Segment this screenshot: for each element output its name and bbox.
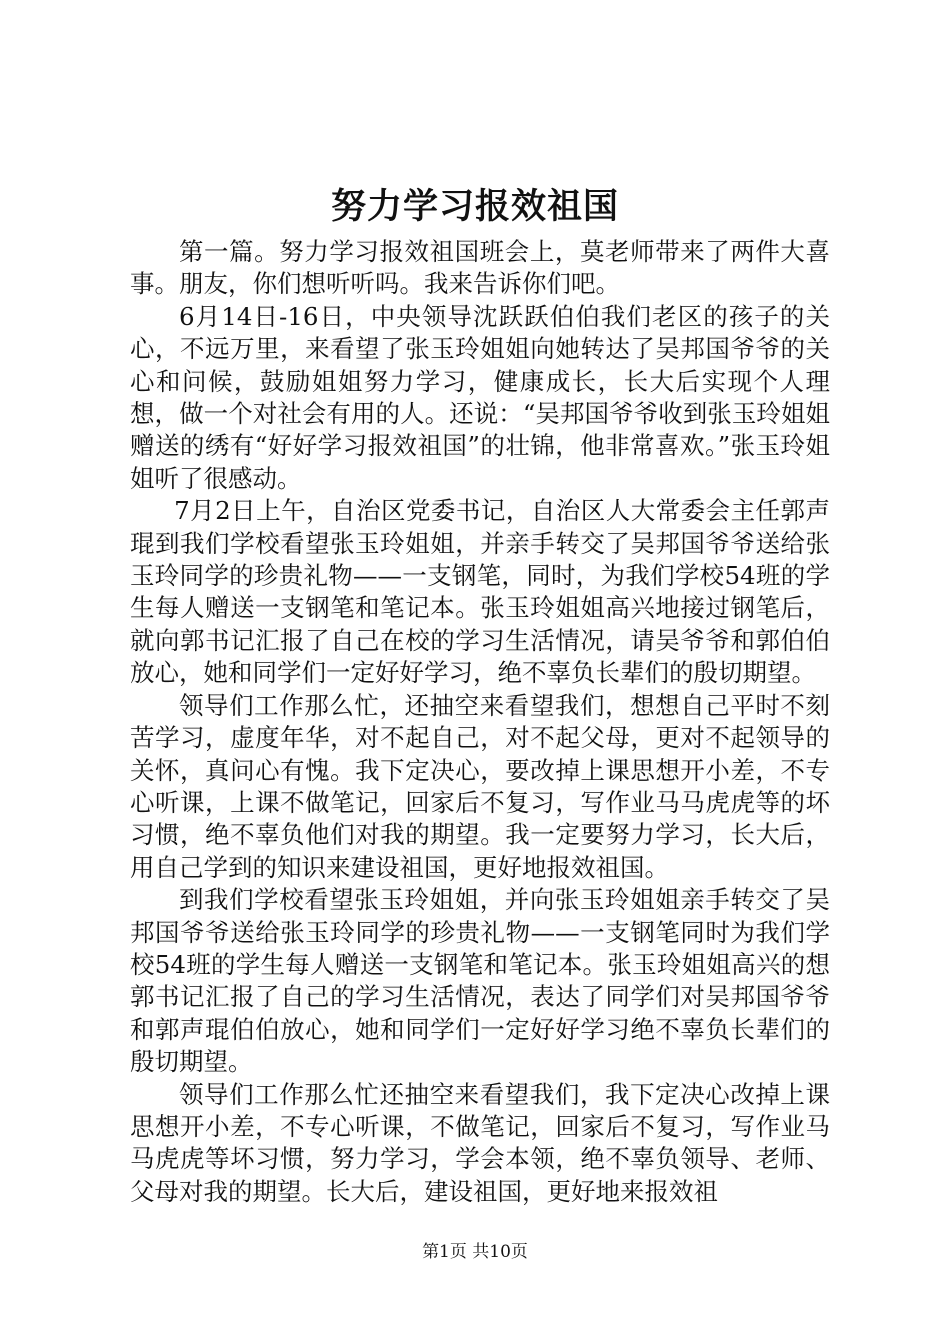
paragraph-4: 领导们工作那么忙，还抽空来看望我们，想想自己平时不刻苦学习，虚度年华，对不起自己，对不起父母，更对不起领导的关怀，真问心有愧。我下定决心，要改掉上课思想开小差，不专心听课，上课不做笔记，回家后不复习，写作业马马虎虎等的坏习惯，绝不辜负他们对我的期望。我一定要努力学习，长大后，用自己学到的知识来建设祖国，更好地报效祖国。: [130, 690, 830, 882]
document-title: 努力学习报效祖国: [330, 186, 619, 227]
paragraph-5: 到我们学校看望张玉玲姐姐，并向张玉玲姐姐亲手转交了吴邦国爷爷送给张玉玲同学的珍贵礼物——一支钢笔同时为我们学校54班的学生每人赠送一支钢笔和笔记本。张玉玲姐姐高兴的想郭书记汇报了自己的学习生活情况，表达了同学们对吴邦国爷爷和郭声琨伯伯放心，她和同学们一定好好学习绝不辜负长辈们的殷切期望。: [130, 885, 830, 1077]
paragraph-6: 领导们工作那么忙还抽空来看望我们，我下定决心改掉上课思想开小差，不专心听课，不做笔记，回家后不复习，写作业马马虎虎等坏习惯，努力学习，学会本领，绝不辜负领导、老师、父母对我的期望。长大后，建设祖国，更好地来报效祖: [130, 1079, 830, 1206]
paragraph-1: 第一篇。努力学习报效祖国班会上，莫老师带来了两件大喜事。朋友，你们想听听吗。我来告诉你们吧。: [130, 237, 830, 299]
paragraph-3: 7月2日上午，自治区党委书记，自治区人大常委会主任郭声琨到我们学校看望张玉玲姐姐，并亲手转交了吴邦国爷爷送给张玉玲同学的珍贵礼物——一支钢笔，同时，为我们学校54班的学生每人赠送一支钢笔和笔记本。张玉玲姐姐高兴地接过钢笔后，就向郭书记汇报了自己在校的学习生活情况，请吴爷爷和郭伯伯放心，她和同学们一定好好学习，绝不辜负长辈们的殷切期望。: [130, 496, 830, 688]
page-number-footer: 第1页 共10页: [422, 1242, 528, 1262]
paragraph-2: 6月14日-16日，中央领导沈跃跃伯伯我们老区的孩子的关心，不远万里，来看望了张玉玲姐姐向她转达了吴邦国爷爷的关心和问候，鼓励姐姐努力学习，健康成长，长大后实现个人理想，做一个对社会有用的人。还说：“吴邦国爷爷收到张玉玲姐姐赠送的绣有“好好学习报效祖国”的壮锦，他非常喜欢。”张玉玲姐姐听了很感动。: [130, 301, 830, 493]
document-body: [130, 236, 830, 1208]
